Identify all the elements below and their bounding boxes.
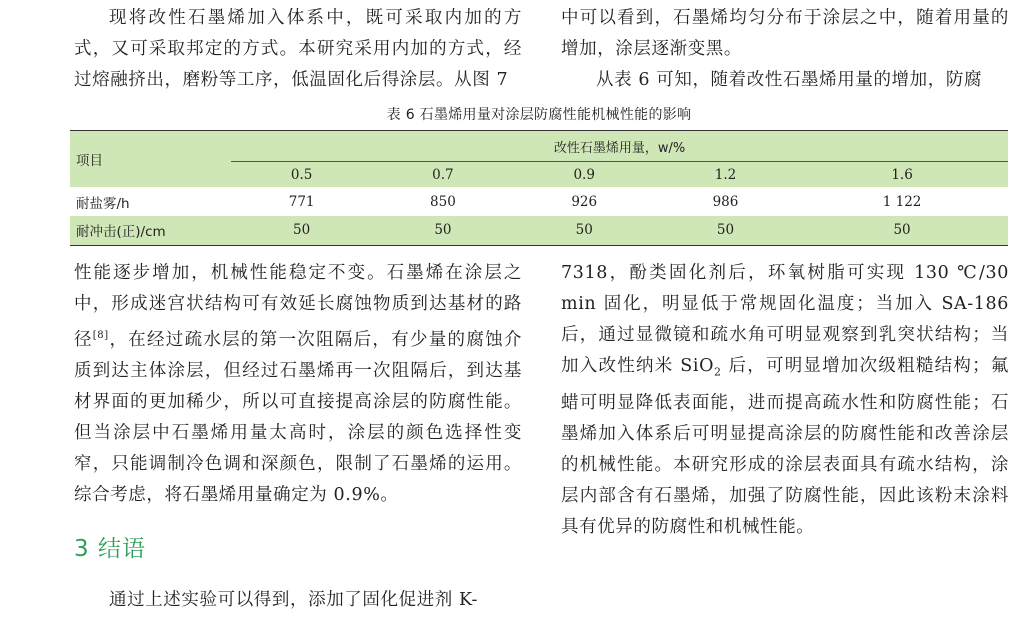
subscript: 2 — [714, 365, 722, 379]
table-cell: 850 — [430, 193, 456, 210]
table-column-header: 1.6 — [891, 166, 913, 183]
paragraph-continuation: 中可以看到，石墨烯均匀分布于涂层之中，随着用量的增加，涂层逐渐变黑。 — [561, 8, 1009, 59]
table-cell: 50 — [655, 216, 796, 245]
table-cell: 986 — [712, 193, 739, 210]
citation: [8] — [92, 330, 109, 341]
table-cell: 50 — [372, 216, 513, 245]
table-column-header: 1.2 — [714, 166, 737, 183]
body-text-bottom-right — [561, 258, 1009, 543]
table-cell: 926 — [571, 193, 598, 210]
body-text-top-left — [74, 3, 522, 96]
body-text-top-right — [561, 3, 1009, 96]
table-cell: 50 — [796, 216, 1008, 245]
table-item-header: 项目 — [70, 131, 231, 188]
table-column-header: 0.5 — [290, 166, 313, 183]
paragraph: 7318，酚类固化剂后，环氧树脂可实现 130 ℃/30 min 固化，明显低于常规固化温度；当加入 SA-186 后，通过显微镜和疏水角可明显观察到乳突状结构；当加入改性纳米 SiO$_2$ 后，可明显增加次级粗糙结构；氟蜡可明显降低表面能，进而提高疏水性和防腐性能；石墨烯加入体系后可明显提高涂层的防腐性能和改善涂层的机械性能。本研究形成的涂层表面具有疏水结构，涂层内部含有石墨烯，加强了防腐性能，因此该粉末涂料具有优异的防腐性和机械性能。 — [561, 263, 1009, 537]
table-row — [70, 187, 1008, 216]
table-column-header: 0.7 — [432, 166, 454, 183]
paragraph: 现将改性石墨烯加入体系中，既可采取内加的方式，又可采取邦定的方式。本研究采用内加的方式，经过熔融挤出，磨粉等工序，低温固化后得涂层。从图 7 — [74, 8, 522, 90]
table-cell: 50 — [231, 216, 372, 245]
table-cell: 1 122 — [882, 193, 922, 210]
table-caption: 表 6 石墨烯用量对涂层防腐性能机械性能的影响 — [386, 107, 692, 123]
table-group-header: 改性石墨烯用量，w/% — [231, 131, 1008, 162]
body-text-bottom-left — [74, 258, 522, 511]
paragraph: 性能逐步增加，机械性能稳定不变。石墨烯在涂层之中，形成迷宫状结构可有效延长腐蚀物质到达基材的路径[8]，在经过疏水层的第一次阻隔后，有少量的腐蚀介质到达主体涂层，但经过石墨烯再一次阻隔后，到达基材界面的更加稀少，所以可直接提高涂层的防腐性能。但当涂层中石墨烯用量太高时，涂层的颜色选择性变窄，只能调制冷色调和深颜色，限制了石墨烯的运用。综合考虑，将石墨烯用量确定为 0.9%。 — [74, 263, 522, 505]
table-cell: 771 — [288, 193, 315, 210]
table-row-label: 耐盐雾/h — [76, 195, 130, 212]
table-cell: 50 — [514, 216, 655, 245]
data-table — [70, 130, 1008, 246]
table-column-header: 0.9 — [573, 166, 595, 183]
section-heading: 3 结语 — [74, 536, 146, 562]
table-row-label: 耐冲击(正)/cm — [70, 216, 231, 245]
section-first-line: 通过上述实验可以得到，添加了固化促进剂 K- — [109, 590, 478, 610]
table-row — [70, 216, 1008, 245]
paragraph: 从表 6 可知，随着改性石墨烯用量的增加，防腐 — [596, 70, 983, 90]
